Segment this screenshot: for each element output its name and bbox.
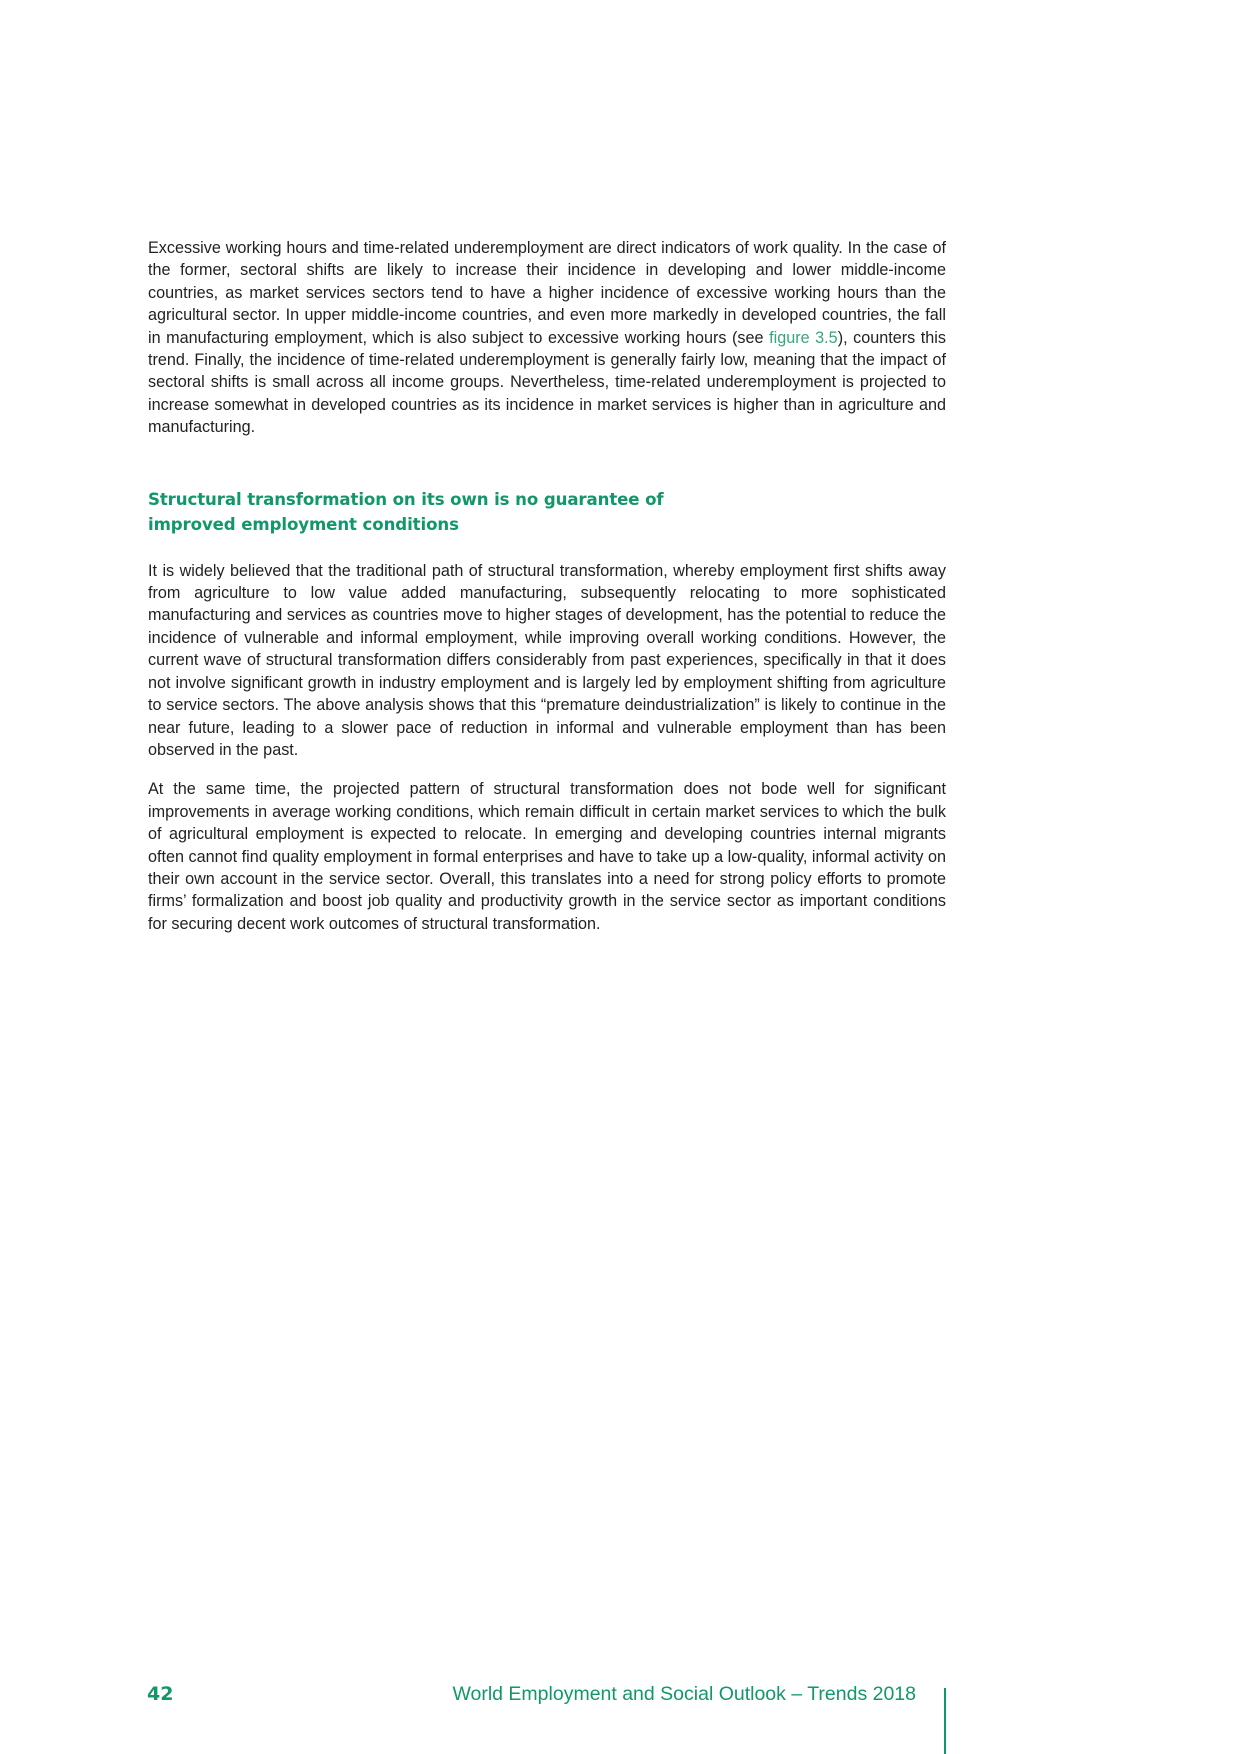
paragraph-projected-pattern: At the same time, the projected pattern of structural transformation does not bode well for significant improvements in average working conditions, which remain difficult in certain market services to which the bulk of agricultural employment is expected to relocate. In emerging and developing countries internal migrants often cannot find quality employment in formal enterprises and have to take up a low-quality, informal activity on their own account in the service sector. Overall, this translates into a need for strong policy efforts to promote firms’ formalization and boost job quality and productivity growth in the service sector as important conditions for securing decent work outcomes of structural transformation. xyxy=(148,780,946,933)
figure-3-5-link[interactable]: figure 3.5 xyxy=(769,328,838,347)
main-content xyxy=(148,237,946,935)
paragraph-structural-transformation: It is widely believed that the traditional path of structural transformation, whereby employment first shifts away from agriculture to low value added manufacturing, subsequently relocating to more sophisticated manufacturing and services as countries move to higher stages of development, has the potential to reduce the incidence of vulnerable and informal employment, while improving overall working conditions. However, the current wave of structural transformation differs considerably from past experiences, specifically in that it does not involve significant growth in industry employment and is largely led by employment shifting from agriculture to service sectors. The above analysis shows that this “premature deindustrialization” is likely to continue in the near future, leading to a slower pace of reduction in informal and vulnerable employment than has been observed in the past. xyxy=(148,561,946,759)
page-number: 42 xyxy=(147,1683,174,1705)
footer-divider xyxy=(944,1688,946,1754)
paragraph-text: ), counters this trend. Finally, the incidence of time-related underemployment is generally fairly low, meaning that the impact of sectoral shifts is small across all income groups. Nevertheless, time-related underemployment is projected to increase somewhat in developed countries as its incidence in market services is higher than in agriculture and manufacturing. xyxy=(148,328,946,437)
publication-title: World Employment and Social Outlook – Trends 2018 xyxy=(452,1683,916,1705)
paragraph-text: Excessive working hours and time-related underemployment are direct indicators of work quality. In the case of the former, sectoral shifts are likely to increase their incidence in developing and lower middle-income countries, as market services sectors tend to have a higher incidence of excessive working hours than the agricultural sector. In upper middle-income countries, and even more markedly in developed countries, the fall in manufacturing employment, which is also subject to excessive working hours (see xyxy=(148,239,946,347)
section-heading: Structural transformation on its own is no guarantee of improved employment conditions xyxy=(148,489,664,534)
paragraph-work-quality xyxy=(148,237,946,439)
